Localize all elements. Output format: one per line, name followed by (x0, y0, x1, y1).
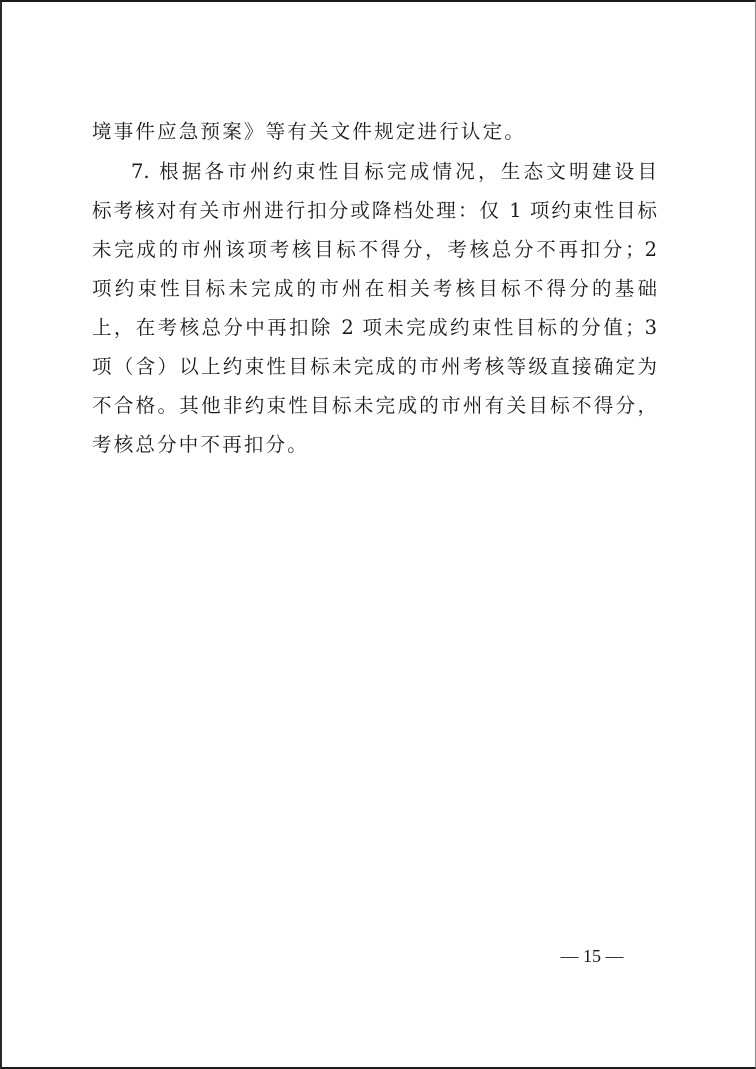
page-number: — 15 — (560, 946, 624, 966)
text-line-3: 标考核对有关市州进行扣分或降档处理：仅 1 项约束性目标 (92, 199, 657, 222)
text-line-4: 未完成的市州该项考核目标不得分，考核总分不再扣分；2 (92, 238, 657, 261)
text-line-2: 7. 根据各市州约束性目标完成情况，生态文明建设目 (131, 160, 657, 183)
text-line-5: 项约束性目标未完成的市州在相关考核目标不得分的基础 (92, 277, 657, 300)
text-line-8: 不合格。其他非约束性目标未完成的市州有关目标不得分， (92, 394, 657, 417)
text-line-6: 上，在考核总分中再扣除 2 项未完成约束性目标的分值；3 (92, 316, 657, 339)
text-line-9: 考核总分中不再扣分。 (92, 433, 310, 456)
text-line-1: 境事件应急预案》等有关文件规定进行认定。 (92, 120, 527, 143)
text-line-7: 项（含）以上约束性目标未完成的市州考核等级直接确定为 (92, 355, 657, 378)
